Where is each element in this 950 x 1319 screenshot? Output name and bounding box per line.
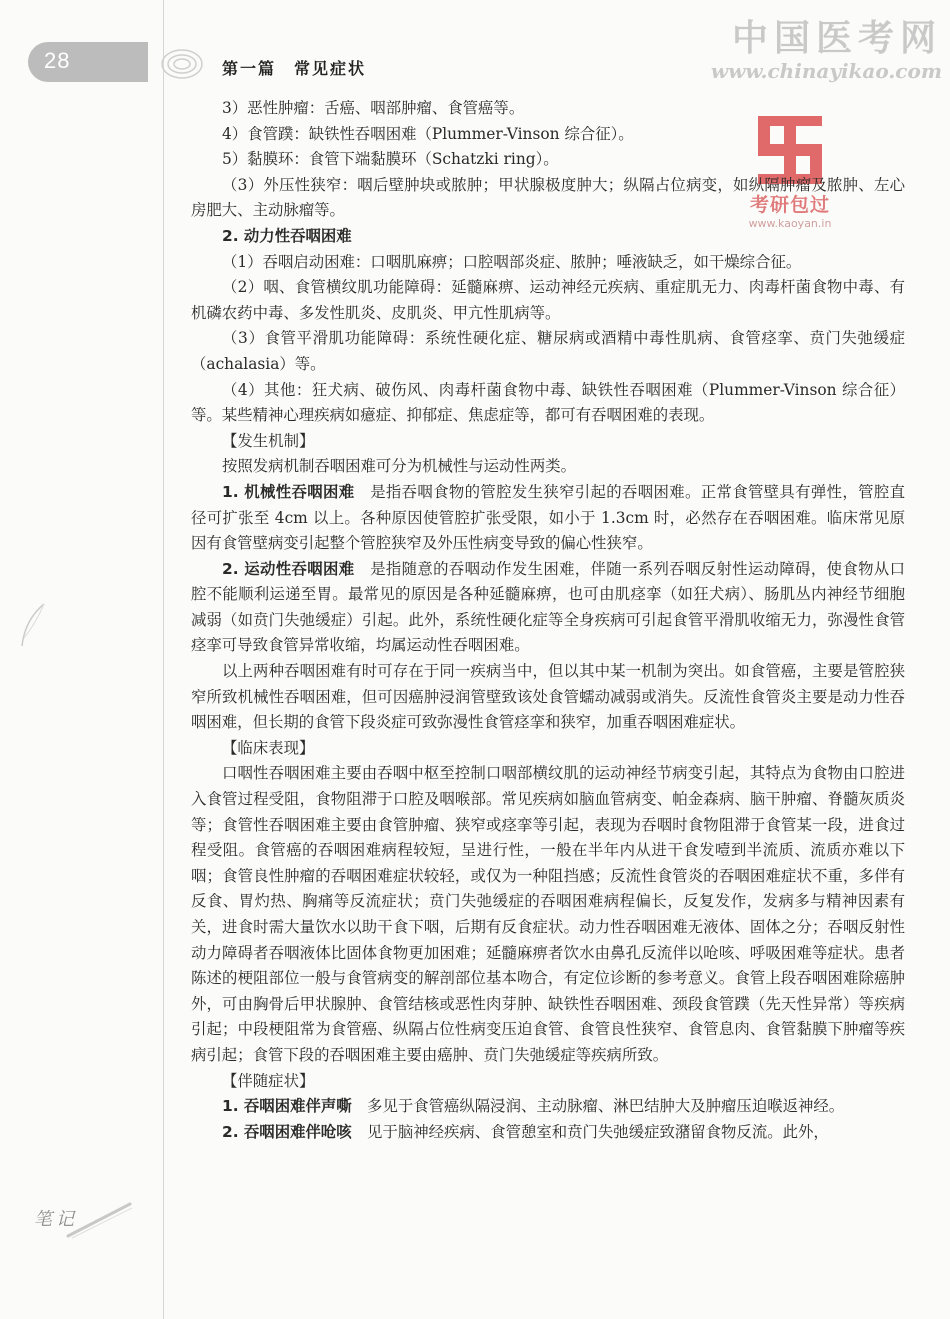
paragraph-text: 是指随意的吞咽动作发生困难，伴随一系列吞咽反射性运动障碍，使食物从口腔不能顺利运递至胃。最常见的原因是各种延髓麻痹，也可由肌痉挛（如狂犬病）、肠肌丛内神经节细胞减弱（如贲门失弛缓症）引起。此外，系统性硬化症等全身疾病可引起食管平滑肌收缩无力，弥漫性食管痉挛可导致食管异常收缩，均属运动性吞咽困难。 xyxy=(191,559,905,655)
paragraph-text: 是指吞咽食物的管腔发生狭窄引起的吞咽困难。正常食管壁具有弹性，管腔直径可扩张至 4cm 以上。各种原因使管腔扩张受限，如小于 1.3cm 时，必然存在吞咽困难。临床常见原因有食管壁病变引起整个管腔狭窄及外压性病变导致的偏心性狭窄。 xyxy=(191,482,905,553)
paragraph-lead: 2. 吞咽困难伴呛咳 xyxy=(222,1122,352,1141)
paragraph-text: 4）食管蹼：缺铁性吞咽困难（Plummer-Vinson 综合征）。 xyxy=(222,124,634,143)
chapter-title: 第一篇 常见症状 xyxy=(222,59,367,78)
paragraph-text: （3）食管平滑肌功能障碍：系统性硬化症、糖尿病或酒精中毒性肌病、食管痉挛、贲门失弛缓症（achalasia）等。 xyxy=(191,329,905,373)
paragraph-text: 见于脑神经疾病、食管憩室和贲门失弛缓症致潴留食物反流。此外， xyxy=(351,1122,829,1141)
paragraph-text: （4）其他：狂犬病、破伤风、肉毒杆菌食物中毒、缺铁性吞咽困难（Plummer-Vinson 综合征）等。某些精神心理疾病如癔症、抑郁症、焦虑症等，都可有吞咽困难的表现。 xyxy=(191,380,905,425)
paragraph-text: 按照发病机制吞咽困难可分为机械性与运动性两类。 xyxy=(222,457,576,476)
section-heading xyxy=(191,224,905,250)
paragraph xyxy=(191,659,905,736)
paragraph-text: （2）咽、食管横纹肌功能障碍：延髓麻痹、运动神经元疾病、重症肌无力、肉毒杆菌食物中毒、有机磷农药中毒、多发性肌炎、皮肌炎、甲亢性肌病等。 xyxy=(191,278,905,322)
kaoyan-url: www.kaoyan.in xyxy=(748,217,832,230)
paragraph xyxy=(191,480,905,557)
paragraph xyxy=(191,96,905,122)
paragraph xyxy=(191,557,905,659)
page-body xyxy=(191,96,905,1145)
swirl-ornament-icon xyxy=(158,44,206,84)
paragraph-text: 多见于食管癌纵隔浸润、主动脉瘤、淋巴结肿大及肿瘤压迫喉返神经。 xyxy=(351,1097,845,1116)
site-url: www.chinayikao.com xyxy=(710,59,942,83)
feather-icon xyxy=(18,600,48,650)
paragraph xyxy=(191,122,905,148)
paragraph xyxy=(191,454,905,480)
section-heading xyxy=(191,429,905,455)
paragraph-text: 【发生机制】 xyxy=(222,431,315,450)
paragraph xyxy=(191,173,905,224)
section-heading xyxy=(191,736,905,762)
site-name: 中国医考网 xyxy=(731,17,942,59)
paragraph-lead: 1. 吞咽困难伴声嘶 xyxy=(222,1097,352,1116)
page-number: 28 xyxy=(44,48,71,73)
paragraph-text: 3）恶性肿瘤：舌癌、咽部肿瘤、食管癌等。 xyxy=(222,99,525,117)
pencil-icon xyxy=(64,1200,134,1240)
paragraph-text: （1）吞咽启动困难：口咽肌麻痹；口腔咽部炎症、脓肿；唾液缺乏，如干燥综合征。 xyxy=(222,252,802,271)
notes-label: 笔记 xyxy=(34,1209,78,1230)
paragraph-lead: 2. 运动性吞咽困难 xyxy=(222,559,355,578)
paragraph xyxy=(191,1094,905,1120)
paragraph xyxy=(191,1120,905,1146)
paragraph-text: 以上两种吞咽困难有时可存在于同一疾病当中，但以其中某一机制为突出。如食管癌，主要是管腔狭窄所致机械性吞咽困难，但可因癌肿浸润管壁致该处食管蠕动减弱或消失。反流性食管炎主要是动力性吞咽困难，但长期的食管下段炎症可致弥漫性食管痉挛和狭窄，加重吞咽困难症状。 xyxy=(191,662,905,732)
paragraph-lead: 1. 机械性吞咽困难 xyxy=(222,482,355,501)
paragraph xyxy=(191,250,905,276)
paragraph xyxy=(191,378,905,429)
paragraph-text: 【临床表现】 xyxy=(222,738,315,757)
paragraph xyxy=(191,761,905,1068)
paragraph-text: 【伴随症状】 xyxy=(222,1071,315,1090)
kaoyan-name: 考研包过 xyxy=(749,194,830,216)
paragraph xyxy=(191,326,905,377)
margin-rule xyxy=(163,0,164,1319)
section-heading xyxy=(191,1069,905,1095)
paragraph xyxy=(191,275,905,326)
paragraph-text: （3）外压性狭窄：咽后壁肿块或脓肿；甲状腺极度肿大；纵隔占位病变，如纵隔肿瘤及脓肿、左心房肥大、主动脉瘤等。 xyxy=(191,175,905,220)
paragraph-text: 2. 动力性吞咽困难 xyxy=(222,226,352,245)
site-watermark xyxy=(711,10,942,83)
paragraph-text: 口咽性吞咽困难主要由吞咽中枢至控制口咽部横纹肌的运动神经节病变引起，其特点为食物由口腔进入食管过程受阻，食物阻滞于口腔及咽喉部。常见疾病如脑血管病变、帕金森病、脑干肿瘤、脊髓灰质炎等；食管性吞咽困难主要由食管肿瘤、狭窄或痉挛等引起，表现为吞咽时食物阻滞于食管某一段，进食过程受阻。食管癌的吞咽困难病程较短，呈进行性，一般在半年内从进干食发噎到半流质、流质亦难以下咽；食管良性肿瘤的吞咽困难症状较轻，或仅为一种阻挡感；反流性食管炎的吞咽困难症状不重，多伴有反食、胃灼热、胸痛等反流症状；贲门失弛缓症的吞咽困难病程偏长，反复发作，发病多与精神因素有关，进食时需大量饮水以助干食下咽，后期有反食症状。动力性吞咽困难无液体、固体之分；吞咽反射性动力障碍者吞咽液体比固体食物更加困难；延髓麻痹者饮水由鼻孔反流伴以呛咳、呼吸困难等症状。患者陈述的梗阻部位一般与食管病变的解剖部位基本吻合，有定位诊断的参考意义。食管上段吞咽困难除癌肿外，可由胸骨后甲状腺肿、食管结核或恶性肉芽肿、缺铁性吞咽困难、颈段食管蹼（先天性异常）等疾病引起；中段梗阻常为食管癌、纵隔占位性病变压迫食管、食管良性狭窄、食管息肉、食管黏膜下肿瘤等疾病引起；食管下段的吞咽困难主要由癌肿、贲门失弛缓症等疾病所致。 xyxy=(191,764,905,1064)
paragraph xyxy=(191,147,905,173)
paragraph-text: 5）黏膜环：食管下端黏膜环（Schatzki ring）。 xyxy=(222,150,559,169)
